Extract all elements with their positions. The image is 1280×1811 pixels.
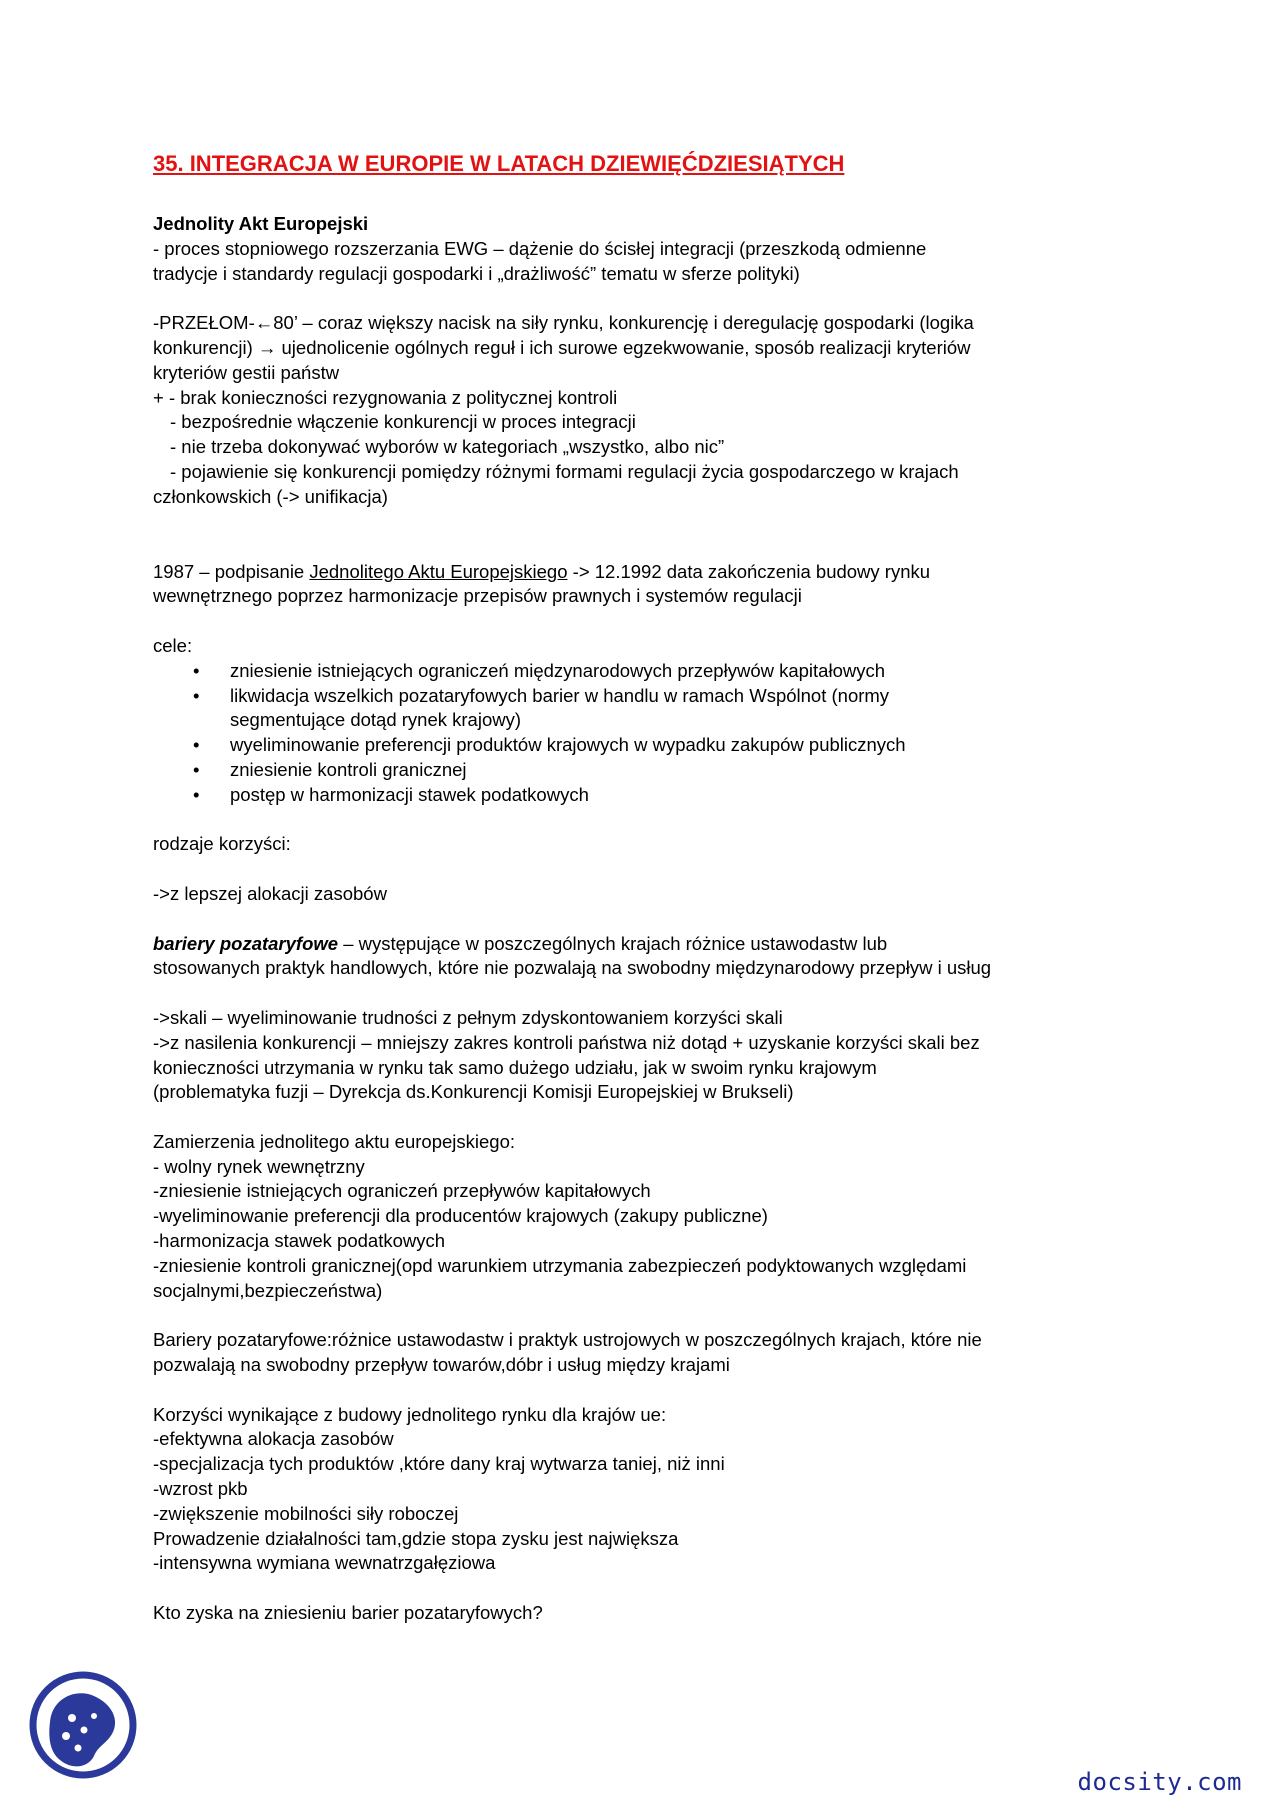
skali-line: konieczności utrzymania w rynku tak samo dużego udziału, jak w swoim rynku krajowym [153, 1056, 877, 1078]
korzysci2-line: Korzyści wynikające z budowy jednolitego rynku dla krajów ue: [153, 1403, 667, 1425]
korzysci2-line: -intensywna wymiana wewnatrzgałęziowa [153, 1552, 496, 1574]
list-item: • wyeliminowanie preferencji produktów krajowych w wypadku zakupów publicznych [153, 733, 1143, 758]
bariery-term: bariery pozataryfowe [153, 932, 339, 954]
signing-line-2: wewnętrznego poprzez harmonizacje przepisów prawnych i systemów regulacji [153, 585, 802, 607]
przelom-line: konkurencji) → ujednolicenie ogólnych reguł i ich surowe egzekwowanie, sposób realizacji kryteriów [153, 336, 971, 358]
przelom-line: + - brak konieczności rezygnowania z politycznej kontroli [153, 386, 618, 408]
przelom-line: - bezpośrednie włączenie konkurencji w proces integracji [170, 411, 636, 433]
document-page [153, 150, 1143, 1626]
przelom-line: członkowskich (-> unifikacja) [153, 485, 388, 507]
zamierzenia-line: -wyeliminowanie preferencji dla producentów krajowych (zakupy publiczne) [153, 1205, 768, 1227]
zamierzenia-line: Zamierzenia jednolitego aktu europejskiego: [153, 1130, 515, 1152]
przelom-line: - nie trzeba dokonywać wyborów w kategoriach „wszystko, albo nic” [170, 436, 725, 458]
list-item: • zniesienie istniejących ograniczeń międzynarodowych przepływów kapitałowych [153, 659, 1143, 684]
cele-label: cele: [153, 634, 193, 656]
przelom-line: -PRZEŁOM-←80’ – coraz większy nacisk na siły rynku, konkurencję i deregulację gospodarki (logika [153, 312, 974, 334]
list-item-continuation: segmentujące dotąd rynek krajowy) [230, 709, 522, 731]
docsity-logo-icon [28, 1660, 138, 1790]
zamierzenia-line: -zniesienie istniejących ograniczeń przepływów kapitałowych [153, 1180, 651, 1202]
bullet-icon: • [193, 783, 200, 805]
skali-line: ->z nasilenia konkurencji – mniejszy zakres kontroli państwa niż dotąd + uzyskanie korzyści skali bez [153, 1031, 980, 1053]
question-line: Kto zyska na zniesieniu barier pozataryfowych? [153, 1602, 543, 1624]
skali-line: (problematyka fuzji – Dyrekcja ds.Konkurencji Komisji Europejskiej w Brukseli) [153, 1081, 794, 1103]
korzysci2-line: Prowadzenie działalności tam,gdzie stopa zysku jest największa [153, 1527, 679, 1549]
bullet-icon: • [193, 734, 200, 756]
intro-line: - proces stopniowego rozszerzania EWG – dążenie do ścisłej integracji (przeszkodą odmienne [153, 237, 927, 259]
intro-line: tradycje i standardy regulacji gospodarki i „drażliwość” tematu w sferze polityki) [153, 262, 800, 284]
korzysci-label: rodzaje korzyści: [153, 833, 291, 855]
list-item: • likwidacja wszelkich pozataryfowych barier w handlu w ramach Wspólnot (normy [153, 684, 1143, 709]
jednolity-akt-link[interactable]: Jednolitego Aktu Europejskiego [309, 560, 568, 582]
bullet-icon: • [193, 684, 200, 706]
document-title: 35. INTEGRACJA W EUROPIE W LATACH DZIEWIĘĆDZIESIĄTYCH [153, 151, 845, 176]
korzysci2-line: -zwiększenie mobilności siły roboczej [153, 1502, 459, 1524]
bariery-line: bariery pozataryfowe – występujące w poszczególnych krajach różnice ustawodastw lub [153, 932, 888, 954]
korzysci2-line: -specjalizacja tych produktów ,które dany kraj wytwarza taniej, niż inni [153, 1453, 725, 1475]
alokacja-line: ->z lepszej alokacji zasobów [153, 882, 387, 904]
przelom-line: - pojawienie się konkurencji pomiędzy różnymi formami regulacji życia gospodarczego w krajach [170, 460, 959, 482]
section-heading: Jednolity Akt Europejski [153, 213, 369, 234]
cele-list [153, 659, 1143, 808]
bariery2-line: pozwalają na swobodny przepływ towarów,dóbr i usług między krajami [153, 1354, 730, 1376]
bullet-icon: • [193, 758, 200, 780]
docsity-brand-link[interactable]: docsity.com [1077, 1768, 1242, 1796]
zamierzenia-line: - wolny rynek wewnętrzny [153, 1155, 365, 1177]
bariery-line-2: stosowanych praktyk handlowych, które nie pozwalają na swobodny międzynarodowy przepływ i usług [153, 957, 992, 979]
zamierzenia-line: -harmonizacja stawek podatkowych [153, 1230, 446, 1252]
list-item: • postęp w harmonizacji stawek podatkowych [153, 783, 1143, 808]
list-item: • zniesienie kontroli granicznej [153, 758, 1143, 783]
korzysci2-line: -efektywna alokacja zasobów [153, 1428, 394, 1450]
korzysci2-line: -wzrost pkb [153, 1478, 248, 1500]
bullet-icon: • [193, 659, 200, 681]
signing-line: 1987 – podpisanie Jednolitego Aktu Europejskiego -> 12.1992 data zakończenia budowy rynku [153, 560, 931, 582]
zamierzenia-line: socjalnymi,bezpieczeństwa) [153, 1279, 383, 1301]
skali-line: ->skali – wyeliminowanie trudności z pełnym zdyskontowaniem korzyści skali [153, 1006, 783, 1028]
zamierzenia-line: -zniesienie kontroli granicznej(opd warunkiem utrzymania zabezpieczeń podyktowanych względami [153, 1254, 967, 1276]
przelom-line: kryteriów gestii państw [153, 361, 340, 383]
bariery2-line: Bariery pozataryfowe:różnice ustawodastw i praktyk ustrojowych w poszczególnych krajach, które nie [153, 1329, 982, 1351]
